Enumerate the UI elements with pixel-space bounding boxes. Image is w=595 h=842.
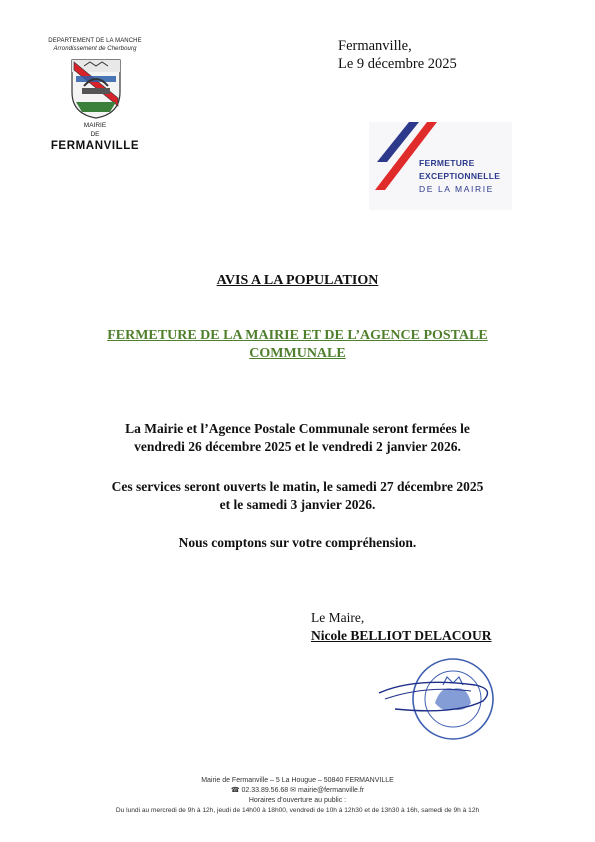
body-paragraph1-line2: vendredi 26 décembre 2025 et le vendredi 2 janvier 2026. [134, 439, 461, 454]
footer-hours-title: Horaires d’ouverture au public : [248, 797, 347, 804]
department-label: DEPARTEMENT DE LA MANCHE [48, 38, 142, 44]
mairie-label: MAIRIE [83, 122, 107, 129]
footer-address: Mairie de Fermanville – 5 La Hougue – 50840 FERMANVILLE [201, 777, 394, 784]
arrondissement-label: Arrondissement de Cherbourg [53, 46, 137, 52]
official-stamp-icon [375, 655, 500, 745]
body-paragraph2-line2: et le samedi 3 janvier 2026. [219, 497, 376, 512]
badge-line1: FERMETURE [419, 158, 475, 168]
signature-title: Le Maire, [311, 610, 365, 625]
notice-title: AVIS A LA POPULATION [216, 273, 379, 288]
place-label: Fermanville, [338, 38, 412, 54]
badge-line3: DE LA MAIRIE [419, 184, 494, 194]
footer-contact: ☎ 02.33.89.56.68 ✉ mairie@fermanville.fr [230, 787, 365, 794]
badge-line2: EXCEPTIONNELLE [419, 171, 501, 181]
date-label: Le 9 décembre 2025 [338, 56, 457, 72]
body-paragraph2-line1: Ces services seront ouverts le matin, le samedi 27 décembre 2025 [111, 479, 484, 494]
signature-name: Nicole BELLIOT DELACOUR [311, 628, 492, 643]
footer-hours: Du lundi au mercredi de 9h à 12h, jeudi de 14h00 à 18h00, vendredi de 10h à 12h30 et de 13h30 à 16h, samedi de 9h à 12h [115, 807, 480, 814]
body-paragraph1-line1: La Mairie et l’Agence Postale Communale seront fermées le [125, 421, 470, 436]
subject-line2: COMMUNALE [249, 346, 346, 361]
commune-name: FERMANVILLE [50, 140, 140, 152]
body-paragraph3: Nous comptons sur votre compréhension. [178, 535, 417, 550]
commune-coat-of-arms [70, 58, 122, 120]
de-label: DE [90, 131, 100, 138]
subject-line1: FERMETURE DE LA MAIRIE ET DE L’AGENCE POSTALE [107, 328, 488, 343]
closure-badge [369, 122, 512, 210]
